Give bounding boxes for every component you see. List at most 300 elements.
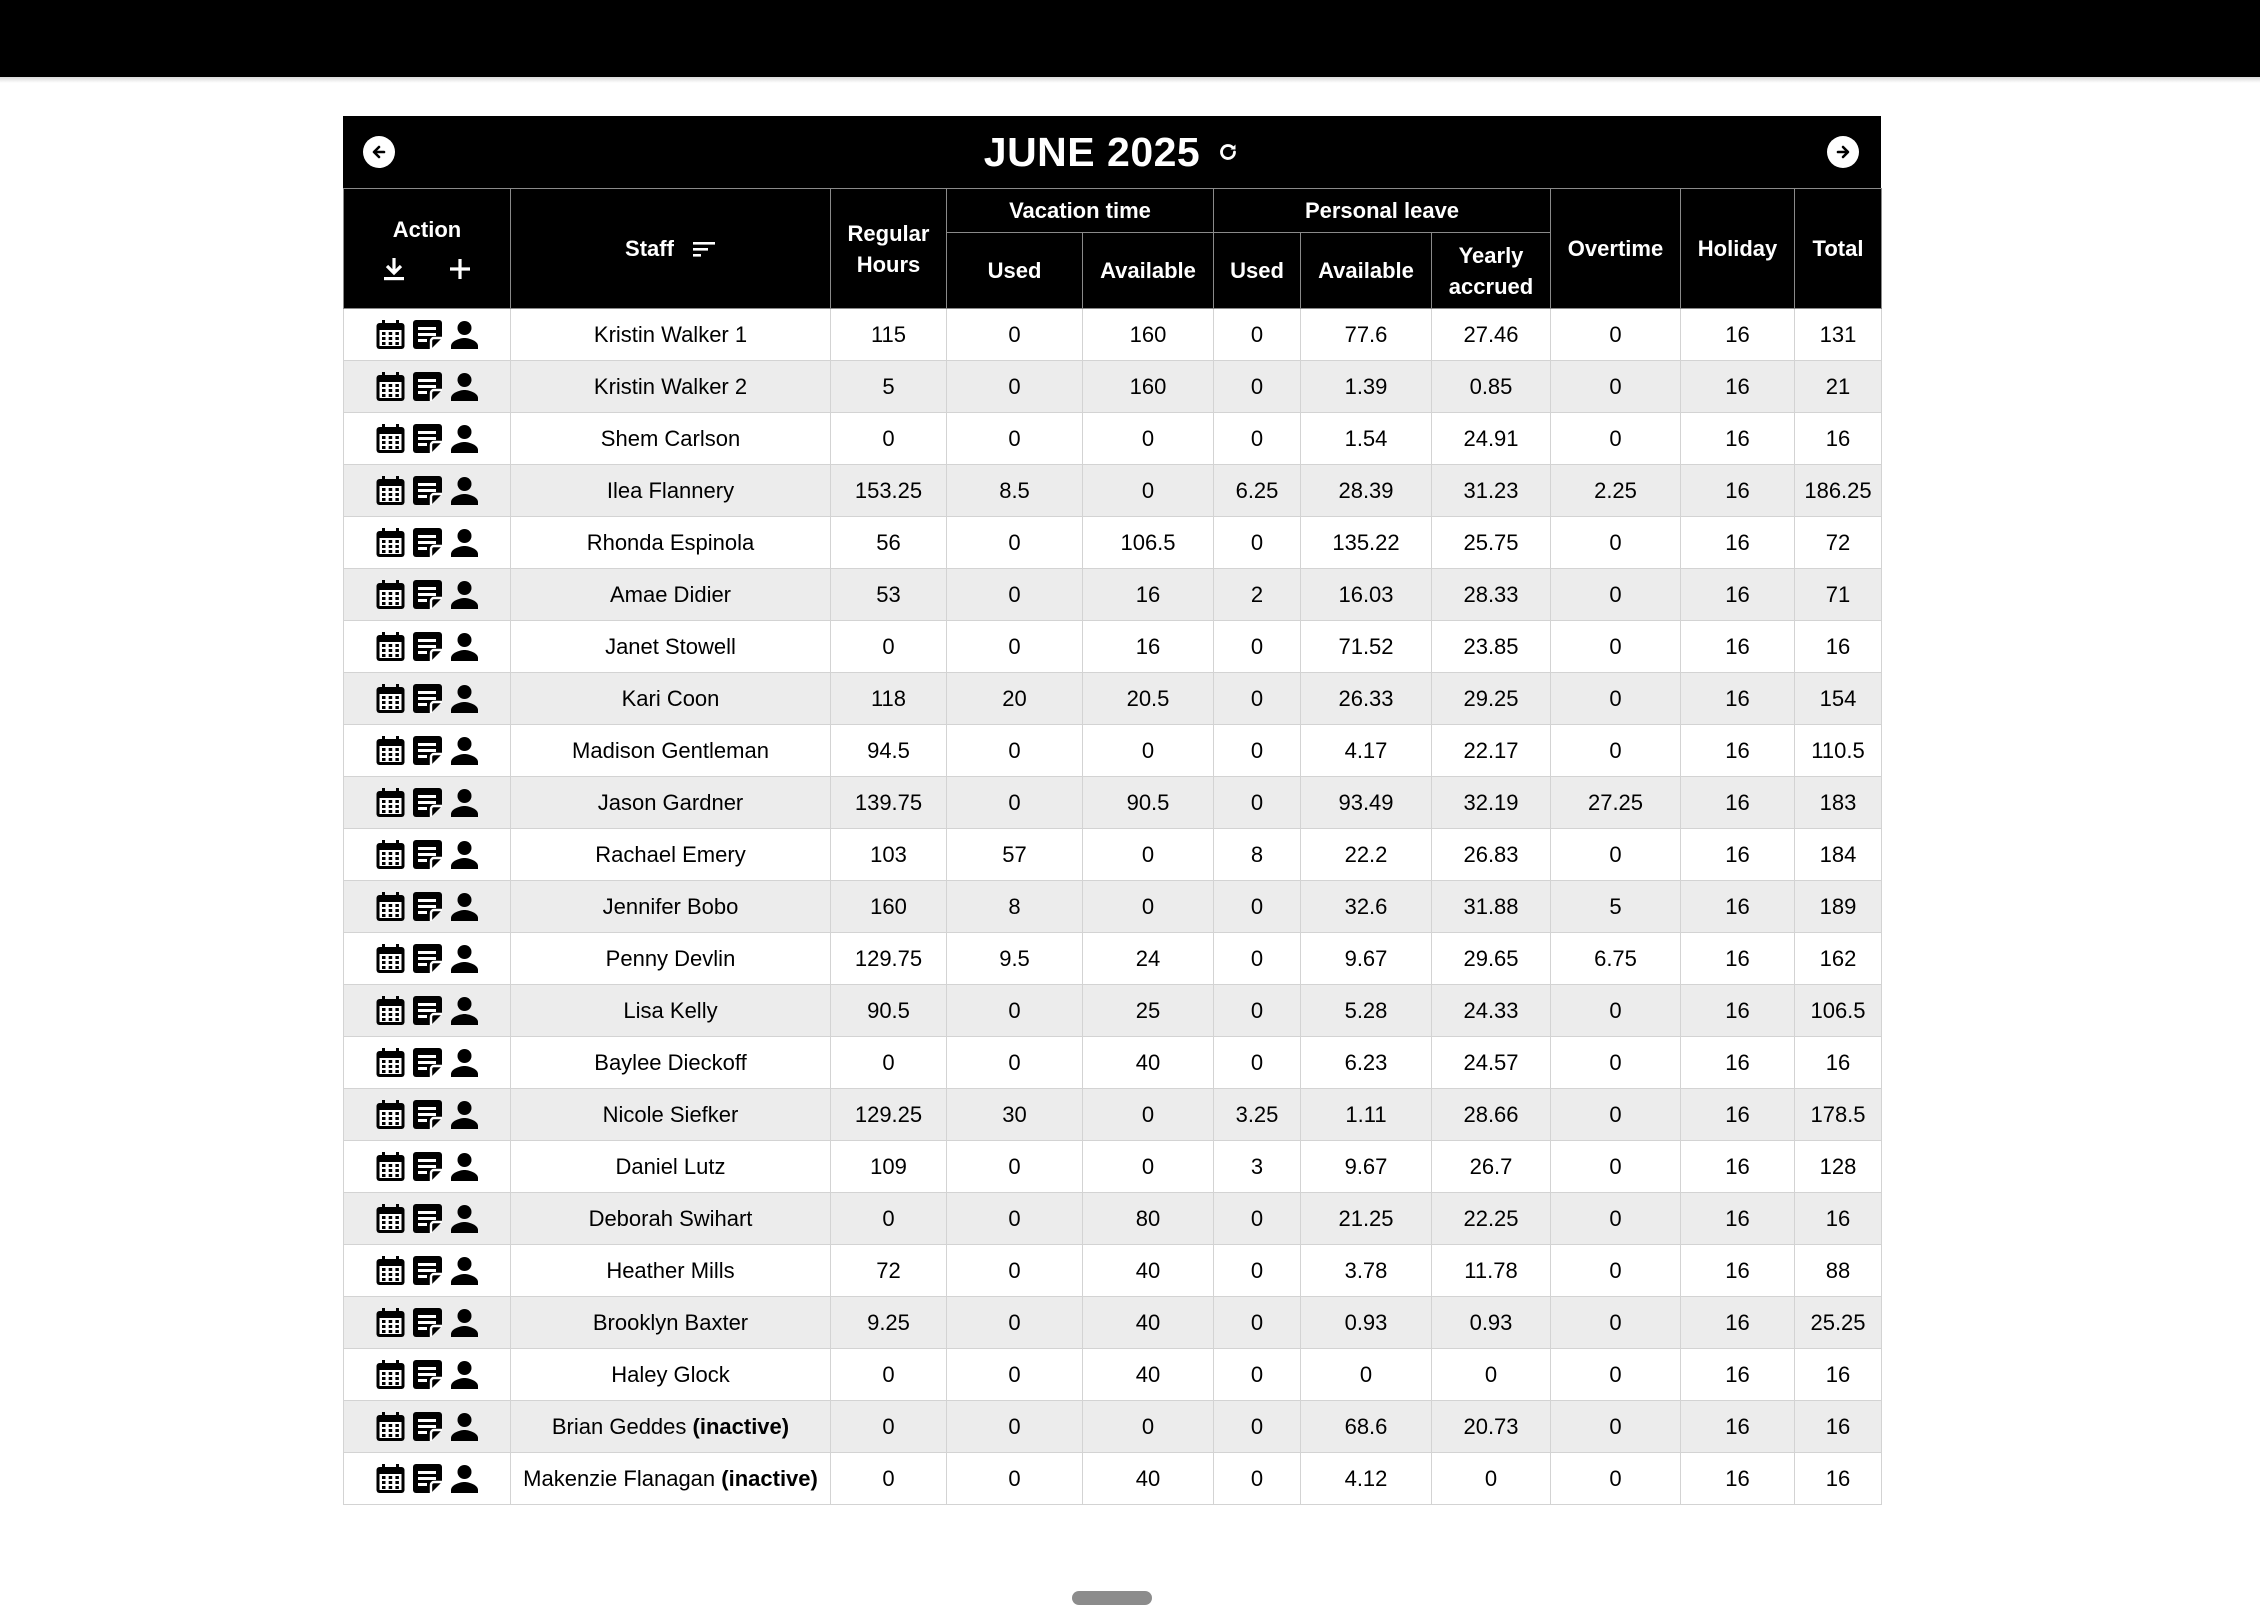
notes-button[interactable]: [412, 1047, 443, 1078]
regular-hours-cell: 56: [831, 517, 947, 569]
regular-hours-cell: 160: [831, 881, 947, 933]
total-cell: 184: [1795, 829, 1882, 881]
notes-button[interactable]: [412, 1255, 443, 1286]
notes-button[interactable]: [412, 995, 443, 1026]
row-actions: [344, 465, 511, 517]
staff-name[interactable]: Madison Gentleman: [572, 738, 769, 763]
staff-name-cell[interactable]: [511, 881, 831, 933]
notes-button[interactable]: [412, 1463, 443, 1494]
sort-icon[interactable]: [692, 239, 716, 259]
row-actions: [344, 725, 511, 777]
calendar-icon: [375, 1099, 406, 1131]
profile-button[interactable]: [449, 579, 480, 610]
calendar-icon: [375, 1047, 406, 1079]
staff-name[interactable]: Brooklyn Baxter: [592, 1310, 749, 1335]
staff-name-cell[interactable]: [511, 517, 831, 569]
month-title: JUNE 2025: [983, 128, 1201, 175]
staff-name-cell[interactable]: [511, 933, 831, 985]
personal-leave-group-header: Personal leave: [1214, 189, 1551, 233]
person-icon: [449, 891, 480, 922]
profile-button[interactable]: [449, 1255, 480, 1286]
personal-used-cell: 0: [1214, 1193, 1301, 1245]
download-icon: [380, 255, 408, 283]
personal-available-cell: 1.11: [1301, 1089, 1432, 1141]
vacation-used-cell: 9.5: [947, 933, 1083, 985]
vacation-used-cell: 0: [947, 985, 1083, 1037]
personal-available-cell: 9.67: [1301, 1141, 1432, 1193]
staff-name[interactable]: Penny Devlin: [605, 946, 736, 971]
calendar-icon: [375, 943, 406, 975]
person-icon: [449, 1463, 480, 1494]
personal-available-cell: 1.39: [1301, 361, 1432, 413]
notes-button[interactable]: [412, 1411, 443, 1442]
regular-hours-cell: 0: [831, 1037, 947, 1089]
person-icon: [449, 319, 480, 350]
row-actions: [344, 1037, 511, 1089]
yearly-accrued-cell: 28.33: [1432, 569, 1551, 621]
staff-name[interactable]: Janet Stowell: [605, 634, 736, 659]
row-actions: [344, 1349, 511, 1401]
person-icon: [449, 839, 480, 870]
table-row: [344, 621, 1882, 673]
calendar-button[interactable]: [375, 371, 406, 403]
person-icon: [449, 1151, 480, 1182]
vacation-used-cell: 0: [947, 777, 1083, 829]
profile-button[interactable]: [449, 735, 480, 766]
yearly-accrued-cell: 22.25: [1432, 1193, 1551, 1245]
staff-name-cell[interactable]: [511, 725, 831, 777]
overtime-cell: 27.25: [1551, 777, 1681, 829]
staff-name-cell[interactable]: [511, 1245, 831, 1297]
staff-name-cell[interactable]: [511, 1193, 831, 1245]
vacation-used-cell: 0: [947, 1401, 1083, 1453]
notes-button[interactable]: [412, 371, 443, 402]
vacation-available-cell: 106.5: [1083, 517, 1214, 569]
calendar-button[interactable]: [375, 1359, 406, 1391]
note-icon: [412, 423, 443, 454]
personal-used-cell: 0: [1214, 777, 1301, 829]
personal-available-cell: 135.22: [1301, 517, 1432, 569]
row-actions: [344, 985, 511, 1037]
vacation-available-cell: 16: [1083, 569, 1214, 621]
personal-available-cell: 0: [1301, 1349, 1432, 1401]
calendar-button[interactable]: [375, 735, 406, 767]
personal-available-cell: 1.54: [1301, 413, 1432, 465]
profile-button[interactable]: [449, 319, 480, 350]
vacation-available-cell: 16: [1083, 621, 1214, 673]
holiday-cell: 16: [1681, 569, 1795, 621]
holiday-cell: 16: [1681, 1349, 1795, 1401]
vacation-used-cell: 8: [947, 881, 1083, 933]
staff-header[interactable]: [511, 189, 831, 309]
staff-name[interactable]: Kristin Walker 2: [593, 374, 748, 399]
notes-button[interactable]: [412, 527, 443, 558]
staff-name[interactable]: Rachael Emery: [595, 842, 746, 867]
total-cell: 110.5: [1795, 725, 1882, 777]
calendar-button[interactable]: [375, 1151, 406, 1183]
calendar-button[interactable]: [375, 579, 406, 611]
personal-used-cell: 8: [1214, 829, 1301, 881]
calendar-button[interactable]: [375, 1463, 406, 1495]
vacation-used-cell: 0: [947, 1037, 1083, 1089]
personal-available-cell: 0.93: [1301, 1297, 1432, 1349]
staff-name-cell[interactable]: [511, 1349, 831, 1401]
personal-used-cell: 0: [1214, 985, 1301, 1037]
holiday-cell: 16: [1681, 413, 1795, 465]
yearly-accrued-cell: 0: [1432, 1349, 1551, 1401]
personal-available-cell: 71.52: [1301, 621, 1432, 673]
staff-name[interactable]: Rhonda Espinola: [586, 530, 755, 555]
person-icon: [449, 1411, 480, 1442]
calendar-button[interactable]: [375, 1047, 406, 1079]
profile-button[interactable]: [449, 943, 480, 974]
profile-button[interactable]: [449, 1203, 480, 1234]
note-icon: [412, 735, 443, 766]
yearly-accrued-cell: 26.83: [1432, 829, 1551, 881]
personal-available-cell: 9.67: [1301, 933, 1432, 985]
yearly-accrued-cell: 26.7: [1432, 1141, 1551, 1193]
calendar-icon: [375, 631, 406, 663]
holiday-cell: 16: [1681, 517, 1795, 569]
profile-button[interactable]: [449, 995, 480, 1026]
personal-available-cell: 4.17: [1301, 725, 1432, 777]
staff-status: (inactive): [686, 1414, 790, 1439]
notes-button[interactable]: [412, 891, 443, 922]
vacation-used-cell: 0: [947, 1349, 1083, 1401]
note-icon: [412, 475, 443, 506]
staff-name-cell[interactable]: [511, 413, 831, 465]
personal-available-cell: 68.6: [1301, 1401, 1432, 1453]
staff-name-cell[interactable]: [511, 361, 831, 413]
staff-name-cell[interactable]: [511, 1089, 831, 1141]
personal-available-cell: 32.6: [1301, 881, 1432, 933]
person-icon: [449, 943, 480, 974]
staff-name-cell[interactable]: [511, 1037, 831, 1089]
profile-button[interactable]: [449, 527, 480, 558]
personal-used-cell: 0: [1214, 1349, 1301, 1401]
vacation-available-cell: 40: [1083, 1349, 1214, 1401]
notes-button[interactable]: [412, 1307, 443, 1338]
calendar-button[interactable]: [375, 527, 406, 559]
total-cell: 16: [1795, 1401, 1882, 1453]
overtime-cell: 0: [1551, 413, 1681, 465]
vacation-available-cell: 160: [1083, 361, 1214, 413]
staff-name[interactable]: Amae Didier: [609, 582, 732, 607]
profile-button[interactable]: [449, 423, 480, 454]
profile-button[interactable]: [449, 1411, 480, 1442]
yearly-accrued-cell: 32.19: [1432, 777, 1551, 829]
calendar-button[interactable]: [375, 1203, 406, 1235]
calendar-icon: [375, 475, 406, 507]
row-actions: [344, 1141, 511, 1193]
profile-button[interactable]: [449, 631, 480, 662]
personal-used-cell: 0: [1214, 1245, 1301, 1297]
person-icon: [449, 1359, 480, 1390]
regular-hours-cell: 0: [831, 1193, 947, 1245]
table-row: [344, 985, 1882, 1037]
arrow-left-circle-icon: [369, 142, 389, 162]
staff-name[interactable]: Kari Coon: [621, 686, 720, 711]
vacation-available-cell: 0: [1083, 413, 1214, 465]
calendar-button[interactable]: [375, 1255, 406, 1287]
calendar-icon: [375, 1203, 406, 1235]
note-icon: [412, 839, 443, 870]
notes-button[interactable]: [412, 787, 443, 818]
profile-button[interactable]: [449, 839, 480, 870]
profile-button[interactable]: [449, 1047, 480, 1078]
row-actions: [344, 881, 511, 933]
staff-name[interactable]: Shem Carlson: [600, 426, 741, 451]
yearly-accrued-cell: 0.85: [1432, 361, 1551, 413]
staff-name[interactable]: Ilea Flannery: [606, 478, 735, 503]
personal-available-cell: 16.03: [1301, 569, 1432, 621]
calendar-button[interactable]: [375, 839, 406, 871]
regular-hours-cell: 90.5: [831, 985, 947, 1037]
notes-button[interactable]: [412, 475, 443, 506]
overtime-cell: 0: [1551, 1245, 1681, 1297]
overtime-cell: 0: [1551, 1089, 1681, 1141]
row-actions: [344, 1089, 511, 1141]
personal-used-cell: 6.25: [1214, 465, 1301, 517]
table-row: [344, 673, 1882, 725]
notes-button[interactable]: [412, 579, 443, 610]
vacation-available-cell: 0: [1083, 725, 1214, 777]
note-icon: [412, 787, 443, 818]
total-cell: 72: [1795, 517, 1882, 569]
calendar-button[interactable]: [375, 1307, 406, 1339]
calendar-icon: [375, 1307, 406, 1339]
calendar-button[interactable]: [375, 787, 406, 819]
staff-name-cell[interactable]: [511, 465, 831, 517]
vacation-used-cell: 0: [947, 1141, 1083, 1193]
vacation-used-cell: 0: [947, 569, 1083, 621]
row-actions: [344, 361, 511, 413]
vacation-used-cell: 0: [947, 725, 1083, 777]
staff-name-cell[interactable]: [511, 309, 831, 361]
note-icon: [412, 1255, 443, 1286]
staff-name-cell[interactable]: [511, 1297, 831, 1349]
action-header: [344, 189, 511, 309]
vacation-available-cell: 160: [1083, 309, 1214, 361]
personal-used-cell: 3.25: [1214, 1089, 1301, 1141]
next-month-button[interactable]: [1827, 136, 1859, 168]
vacation-used-cell: 30: [947, 1089, 1083, 1141]
staff-status: (inactive): [715, 1466, 818, 1491]
calendar-icon: [375, 319, 406, 351]
row-actions: [344, 1401, 511, 1453]
personal-used-cell: 0: [1214, 881, 1301, 933]
staff-name-cell[interactable]: [511, 569, 831, 621]
staff-name[interactable]: Brian Geddes: [551, 1414, 687, 1439]
download-button[interactable]: [380, 255, 408, 283]
staff-name[interactable]: Nicole Siefker: [602, 1102, 739, 1127]
profile-button[interactable]: [449, 475, 480, 506]
notes-button[interactable]: [412, 943, 443, 974]
top-bar-shadow: [0, 77, 2260, 83]
calendar-button[interactable]: [375, 1411, 406, 1443]
previous-month-button[interactable]: [363, 136, 395, 168]
vacation-available-cell: 0: [1083, 1401, 1214, 1453]
note-icon: [412, 527, 443, 558]
personal-used-cell: 3: [1214, 1141, 1301, 1193]
notes-button[interactable]: [412, 735, 443, 766]
yearly-accrued-cell: 24.91: [1432, 413, 1551, 465]
overtime-cell: 2.25: [1551, 465, 1681, 517]
profile-button[interactable]: [449, 1463, 480, 1494]
staff-name-cell[interactable]: [511, 985, 831, 1037]
holiday-cell: 16: [1681, 1037, 1795, 1089]
vacation-available-cell: 0: [1083, 1141, 1214, 1193]
regular-hours-header: [831, 189, 947, 309]
calendar-button[interactable]: [375, 1099, 406, 1131]
profile-button[interactable]: [449, 1307, 480, 1338]
holiday-cell: 16: [1681, 621, 1795, 673]
note-icon: [412, 943, 443, 974]
note-icon: [412, 1307, 443, 1338]
profile-button[interactable]: [449, 683, 480, 714]
person-icon: [449, 371, 480, 402]
vacation-used-cell: 0: [947, 1193, 1083, 1245]
personal-available-cell: 28.39: [1301, 465, 1432, 517]
notes-button[interactable]: [412, 423, 443, 454]
staff-name[interactable]: Jennifer Bobo: [602, 894, 739, 919]
personal-used-cell: 0: [1214, 1401, 1301, 1453]
notes-button[interactable]: [412, 1203, 443, 1234]
note-icon: [412, 891, 443, 922]
calendar-button[interactable]: [375, 891, 406, 923]
total-cell: 71: [1795, 569, 1882, 621]
personal-available-cell: 26.33: [1301, 673, 1432, 725]
staff-name[interactable]: Baylee Dieckoff: [594, 1050, 747, 1075]
note-icon: [412, 1047, 443, 1078]
yearly-accrued-cell: 24.33: [1432, 985, 1551, 1037]
vacation-used-cell: 57: [947, 829, 1083, 881]
yearly-accrued-cell: 0.93: [1432, 1297, 1551, 1349]
total-cell: 16: [1795, 413, 1882, 465]
vacation-available-cell: 80: [1083, 1193, 1214, 1245]
staff-name-cell[interactable]: [511, 1453, 831, 1505]
staff-name-cell[interactable]: [511, 673, 831, 725]
holiday-cell: 16: [1681, 1401, 1795, 1453]
regular-hours-label-line2: Hours: [856, 251, 921, 277]
staff-name[interactable]: Deborah Swihart: [588, 1206, 753, 1231]
holiday-cell: 16: [1681, 777, 1795, 829]
calendar-button[interactable]: [375, 319, 406, 351]
table-row: [344, 933, 1882, 985]
notes-button[interactable]: [412, 683, 443, 714]
vacation-available-cell: 40: [1083, 1245, 1214, 1297]
staff-name-cell[interactable]: [511, 829, 831, 881]
notes-button[interactable]: [412, 839, 443, 870]
total-cell: 154: [1795, 673, 1882, 725]
add-staff-button[interactable]: [446, 255, 474, 283]
overtime-cell: 0: [1551, 1193, 1681, 1245]
overtime-header: Overtime: [1551, 189, 1681, 309]
notes-button[interactable]: [412, 1359, 443, 1390]
staff-name-cell[interactable]: [511, 1141, 831, 1193]
staff-name-cell[interactable]: [511, 1401, 831, 1453]
personal-available-cell: 77.6: [1301, 309, 1432, 361]
vacation-available-cell: 40: [1083, 1037, 1214, 1089]
notes-button[interactable]: [412, 1151, 443, 1182]
calendar-button[interactable]: [375, 683, 406, 715]
personal-available-cell: 21.25: [1301, 1193, 1432, 1245]
staff-name[interactable]: Haley Glock: [611, 1362, 730, 1387]
row-actions: [344, 517, 511, 569]
calendar-button[interactable]: [375, 631, 406, 663]
personal-available-cell: 5.28: [1301, 985, 1432, 1037]
yearly-accrued-cell: 25.75: [1432, 517, 1551, 569]
yearly-accrued-cell: 24.57: [1432, 1037, 1551, 1089]
note-icon: [412, 579, 443, 610]
staff-name[interactable]: Lisa Kelly: [623, 998, 718, 1023]
calendar-button[interactable]: [375, 475, 406, 507]
row-actions: [344, 673, 511, 725]
refresh-button[interactable]: [1216, 140, 1240, 164]
top-bar: [0, 0, 2260, 77]
profile-button[interactable]: [449, 371, 480, 402]
calendar-icon: [375, 1151, 406, 1183]
overtime-cell: 0: [1551, 1453, 1681, 1505]
plus-icon: [446, 255, 474, 283]
staff-name-cell[interactable]: [511, 777, 831, 829]
staff-name[interactable]: Kristin Walker 1: [593, 322, 748, 347]
profile-button[interactable]: [449, 787, 480, 818]
table-row: [344, 881, 1882, 933]
person-icon: [449, 995, 480, 1026]
table-row: [344, 413, 1882, 465]
notes-button[interactable]: [412, 631, 443, 662]
calendar-button[interactable]: [375, 943, 406, 975]
profile-button[interactable]: [449, 1151, 480, 1182]
person-icon: [449, 527, 480, 558]
table-row: [344, 1349, 1882, 1401]
vacation-available-cell: 0: [1083, 465, 1214, 517]
overtime-cell: 0: [1551, 673, 1681, 725]
person-icon: [449, 1255, 480, 1286]
staff-name-cell[interactable]: [511, 621, 831, 673]
staff-name[interactable]: Daniel Lutz: [615, 1154, 726, 1179]
person-icon: [449, 579, 480, 610]
profile-button[interactable]: [449, 891, 480, 922]
calendar-button[interactable]: [375, 995, 406, 1027]
yearly-label-line1: Yearly: [1458, 242, 1524, 268]
month-header: [343, 116, 1881, 188]
notes-button[interactable]: [412, 319, 443, 350]
row-actions: [344, 1453, 511, 1505]
total-cell: 16: [1795, 1037, 1882, 1089]
vacation-used-cell: 0: [947, 517, 1083, 569]
profile-button[interactable]: [449, 1099, 480, 1130]
total-header: Total: [1795, 189, 1882, 309]
row-actions: [344, 933, 511, 985]
personal-used-cell: 0: [1214, 673, 1301, 725]
table-row: [344, 1245, 1882, 1297]
staff-name[interactable]: Jason Gardner: [597, 790, 744, 815]
profile-button[interactable]: [449, 1359, 480, 1390]
staff-name[interactable]: Makenzie Flanagan: [523, 1466, 716, 1491]
resize-handle[interactable]: [1072, 1591, 1152, 1605]
total-cell: 16: [1795, 621, 1882, 673]
calendar-button[interactable]: [375, 423, 406, 455]
note-icon: [412, 631, 443, 662]
calendar-icon: [375, 423, 406, 455]
regular-hours-cell: 0: [831, 1453, 947, 1505]
notes-button[interactable]: [412, 1099, 443, 1130]
total-cell: 16: [1795, 1453, 1882, 1505]
staff-name[interactable]: Heather Mills: [606, 1258, 735, 1283]
row-actions: [344, 1245, 511, 1297]
